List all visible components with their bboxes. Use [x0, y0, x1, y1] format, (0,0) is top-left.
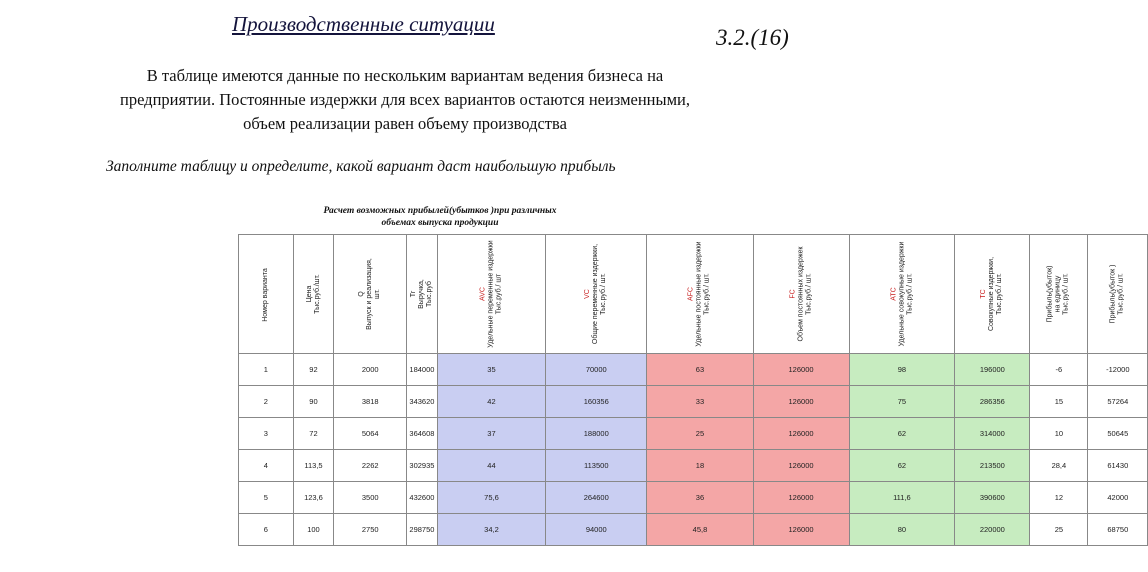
header-cell: AFC Удельные постоянные издержки Тыс.руб./ шт.	[647, 235, 753, 354]
table-cell: -6	[1030, 354, 1088, 386]
table-row	[239, 386, 1148, 418]
table-cell: 3	[239, 418, 294, 450]
table-cell: 126000	[753, 514, 849, 546]
table-cell: 37	[437, 418, 545, 450]
table-cell: 2	[239, 386, 294, 418]
table-cell: 160356	[546, 386, 647, 418]
table-cell: 126000	[753, 450, 849, 482]
table-row	[239, 354, 1148, 386]
table-cell: 302935	[407, 450, 438, 482]
table-cell: 62	[849, 418, 955, 450]
table-cell: 1	[239, 354, 294, 386]
profit-table	[238, 234, 1148, 546]
table-cell: 36	[647, 482, 753, 514]
table-cell: 113500	[546, 450, 647, 482]
table-cell: 62	[849, 450, 955, 482]
table-cell: 61430	[1088, 450, 1148, 482]
header-cell: Цена Тыс.руб./шт.	[293, 235, 334, 354]
table-cell: 188000	[546, 418, 647, 450]
table-cell: 98	[849, 354, 955, 386]
table-cell: 33	[647, 386, 753, 418]
table-cell: 72	[293, 418, 334, 450]
table-cell: 314000	[955, 418, 1030, 450]
table-row	[239, 450, 1148, 482]
table-cell: 25	[647, 418, 753, 450]
table-cell: 123,6	[293, 482, 334, 514]
table-cell: 298750	[407, 514, 438, 546]
table-cell: 364608	[407, 418, 438, 450]
table-cell: 3500	[334, 482, 407, 514]
header-cell: ATC Удельные совокупные издержки Тыс.руб./ шт.	[849, 235, 955, 354]
header-cell: Прибыль(убыток) на единицу Тыс.руб./ шт.	[1030, 235, 1088, 354]
header-cell: AVC Удельные переменные издержки Тыс.руб./ шт	[437, 235, 545, 354]
table-cell: 57264	[1088, 386, 1148, 418]
header-cell: FC Объем постоянных издержек Тыс.руб./ шт.	[753, 235, 849, 354]
table-cell: 45,8	[647, 514, 753, 546]
table-cell: 184000	[407, 354, 438, 386]
table-cell: 5	[239, 482, 294, 514]
table-cell: 80	[849, 514, 955, 546]
table-row	[239, 418, 1148, 450]
table-cell: 113,5	[293, 450, 334, 482]
table-cell: 15	[1030, 386, 1088, 418]
table-cell: 50645	[1088, 418, 1148, 450]
table-title-line: Расчет возможных прибылей(убытков )при различных	[323, 206, 557, 216]
table-title	[280, 205, 600, 229]
table-cell: 92	[293, 354, 334, 386]
header-cell: Прибыль(убыток ) Тыс.руб./ шт.	[1088, 235, 1148, 354]
table-cell: 5064	[334, 418, 407, 450]
header-cell: Номер варианта	[239, 235, 294, 354]
table-cell: 10	[1030, 418, 1088, 450]
table-cell: 25	[1030, 514, 1088, 546]
table-cell: 213500	[955, 450, 1030, 482]
table-cell: 94000	[546, 514, 647, 546]
table-cell: 35	[437, 354, 545, 386]
header-cell: Q Выпуск и реализация, шт.	[334, 235, 407, 354]
table-cell: 75,6	[437, 482, 545, 514]
header-cell: TC Совокупные издержки, Тыс.руб./ шт.	[955, 235, 1030, 354]
table-cell: 12	[1030, 482, 1088, 514]
table-cell: 126000	[753, 482, 849, 514]
table-row	[239, 482, 1148, 514]
table-cell: 70000	[546, 354, 647, 386]
table-cell: 18	[647, 450, 753, 482]
table-cell: 4	[239, 450, 294, 482]
table-cell: 286356	[955, 386, 1030, 418]
table-cell: 111,6	[849, 482, 955, 514]
table-cell: 6	[239, 514, 294, 546]
table-cell: 196000	[955, 354, 1030, 386]
table-cell: 2000	[334, 354, 407, 386]
intro-line: предприятии. Постоянные издержки для всех вариантов остаются неизменными,	[120, 90, 690, 109]
table-cell: 2750	[334, 514, 407, 546]
table-cell: -12000	[1088, 354, 1148, 386]
table-cell: 90	[293, 386, 334, 418]
table-cell: 343620	[407, 386, 438, 418]
table-header	[239, 235, 1148, 354]
table-cell: 100	[293, 514, 334, 546]
table-cell: 264600	[546, 482, 647, 514]
table-cell: 432600	[407, 482, 438, 514]
table-cell: 28,4	[1030, 450, 1088, 482]
table-cell: 44	[437, 450, 545, 482]
table-cell: 2262	[334, 450, 407, 482]
intro-line: объем реализации равен объему производства	[243, 114, 567, 133]
table-cell: 126000	[753, 354, 849, 386]
task-text: Заполните таблицу и определите, какой вариант даст наибольшую прибыль	[106, 158, 616, 175]
table-cell: 3818	[334, 386, 407, 418]
intro-paragraph	[20, 64, 790, 136]
page-title: Производственные ситуации	[232, 12, 495, 36]
table-cell: 75	[849, 386, 955, 418]
header-cell: VC Общие переменные издержки, Тыс.руб./ шт.	[546, 235, 647, 354]
slide-number: 3.2.(16)	[716, 25, 789, 50]
table-body	[239, 354, 1148, 546]
table-cell: 220000	[955, 514, 1030, 546]
table-cell: 34,2	[437, 514, 545, 546]
table-title-line: объемах выпуска продукции	[381, 218, 499, 228]
table-cell: 42000	[1088, 482, 1148, 514]
header-cell: Tr Выручка, Тыс.руб	[407, 235, 438, 354]
table-row	[239, 514, 1148, 546]
table-cell: 68750	[1088, 514, 1148, 546]
table-cell: 126000	[753, 418, 849, 450]
table-cell: 126000	[753, 386, 849, 418]
table-cell: 390600	[955, 482, 1030, 514]
intro-line: В таблице имеются данные по нескольким вариантам ведения бизнеса на	[146, 66, 664, 85]
table-cell: 42	[437, 386, 545, 418]
table-cell: 63	[647, 354, 753, 386]
